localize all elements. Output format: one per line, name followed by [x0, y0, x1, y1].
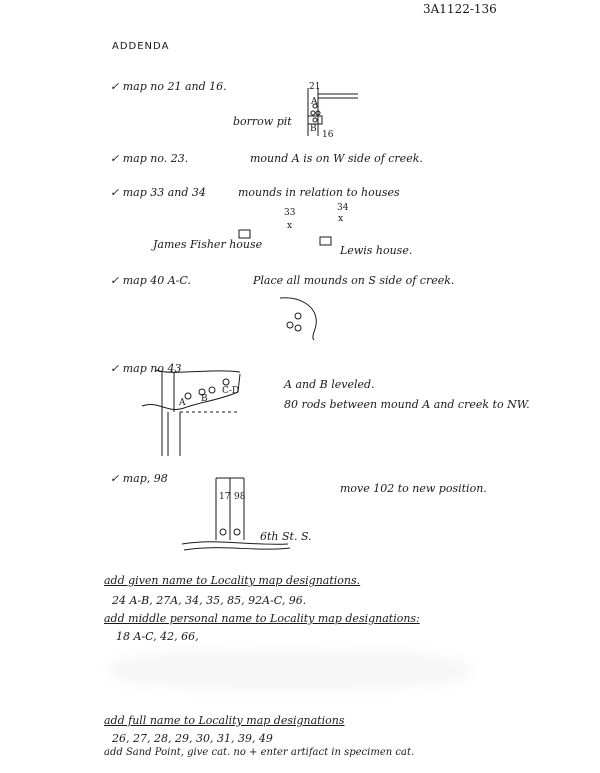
mound-34-mark: x [338, 214, 344, 224]
middle-name-title: add middle personal name to Locality map designations: [104, 612, 420, 625]
mound-b-tag: B [201, 394, 208, 404]
map21-tag-16: 16 [322, 130, 334, 140]
map21-tag-b: B [310, 124, 317, 134]
mound-34-label: 34 [337, 203, 349, 213]
map98-text: move 102 to new position. [340, 482, 487, 495]
document-id: 3A1122-136 [423, 2, 497, 16]
map98-label: ✓ map, 98 [110, 472, 168, 485]
page-title: ADDENDA [112, 41, 170, 52]
map43-line2: 80 rods between mound A and creek to NW. [284, 398, 530, 411]
map33-text: mounds in relation to houses [238, 186, 400, 199]
fisher-house-label: James Fisher house [153, 238, 263, 251]
street-label: 6th St. S. [260, 530, 312, 543]
mound-cd-tag: C-D [222, 386, 240, 396]
mound-a-tag: A [179, 398, 186, 408]
mound-33-mark: x [287, 221, 293, 231]
map40-text: Place all mounds on S side of creek. [253, 274, 455, 287]
full-name-title: add full name to Locality map designations [104, 714, 345, 727]
lot-17-label: 17 [219, 492, 231, 502]
map33-label: ✓ map 33 and 34 [110, 186, 206, 199]
lewis-house-label: Lewis house. [340, 244, 413, 257]
map21-note: borrow pit [233, 115, 292, 128]
lot-98-label: 98 [234, 492, 246, 502]
given-name-list: 24 A-B, 27A, 34, 35, 85, 92A-C, 96. [112, 594, 307, 607]
map43-line1: A and B leveled. [284, 378, 375, 391]
map23-label: ✓ map no. 23. [110, 152, 189, 165]
map40-label: ✓ map 40 A-C. [110, 274, 191, 287]
given-name-title: add given name to Locality map designations. [104, 574, 361, 587]
full-name-list: 26, 27, 28, 29, 30, 31, 39, 49 [112, 732, 273, 745]
map40-sketch [272, 294, 332, 344]
map23-text: mound A is on W side of creek. [250, 152, 423, 165]
map21-label: ✓ map no 21 and 16. [110, 80, 227, 93]
map43-sketch [140, 362, 250, 458]
mound-33-label: 33 [284, 208, 296, 218]
map21-tag-21: 21 [309, 82, 321, 92]
map21-tag-a: A [311, 97, 318, 107]
middle-name-list: 18 A-C, 42, 66, [116, 630, 199, 643]
erased-area [110, 650, 470, 690]
full-name-note: add Sand Point, give cat. no + enter artifact in specimen cat. [104, 747, 415, 758]
map43-label: ✓ map no 43 [110, 362, 182, 375]
